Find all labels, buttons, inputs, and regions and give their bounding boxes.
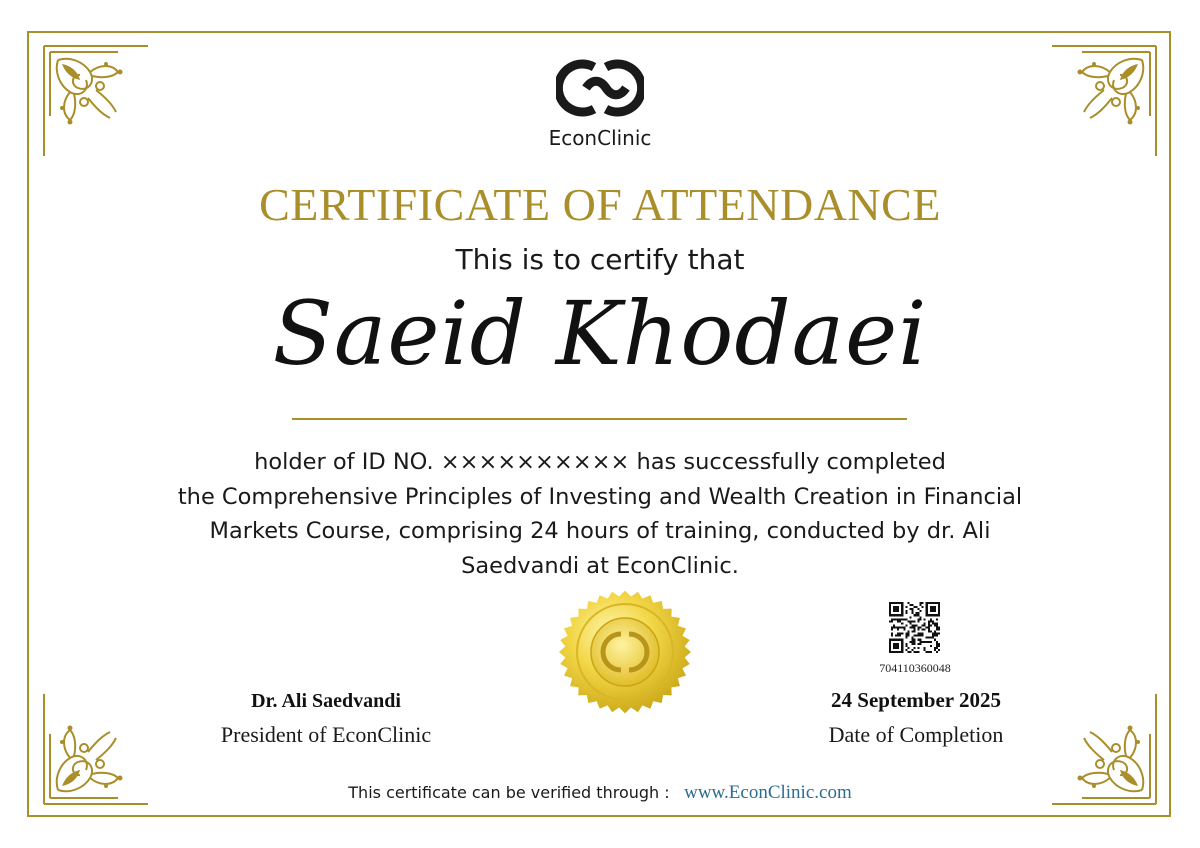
recipient-name: Saeid Khodaei <box>272 282 928 385</box>
verification-line <box>0 782 1200 804</box>
verification-label: This certificate can be verified through : <box>348 783 670 802</box>
signatory-name: Dr. Ali Saedvandi <box>251 690 401 712</box>
gold-seal-icon <box>551 585 699 719</box>
name-underline <box>292 418 907 420</box>
qr-number: 704110360048 <box>879 661 951 675</box>
certificate-body <box>150 445 1050 583</box>
signatory-role: President of EconClinic <box>220 722 432 747</box>
verification-link[interactable]: www.EconClinic.com <box>684 782 852 803</box>
brand-name: EconClinic <box>548 126 652 150</box>
body-line: holder of ID NO. ×××××××××× has successfully completed <box>254 449 946 475</box>
econclinic-logo-icon <box>556 57 644 119</box>
certificate-title: CERTIFICATE OF ATTENDANCE <box>259 179 941 230</box>
body-line: the Comprehensive Principles of Investing and Wealth Creation in Financial <box>177 483 1023 510</box>
body-line: Saedvandi at EconClinic. <box>461 552 739 579</box>
completion-date: 24 September 2025 <box>831 688 1001 712</box>
certify-intro: This is to certify that <box>455 243 745 276</box>
completion-date-label: Date of Completion <box>828 722 1004 747</box>
qr-code-icon <box>889 602 940 653</box>
body-line: Markets Course, comprising 24 hours of training, conducted by dr. Ali <box>209 518 991 544</box>
